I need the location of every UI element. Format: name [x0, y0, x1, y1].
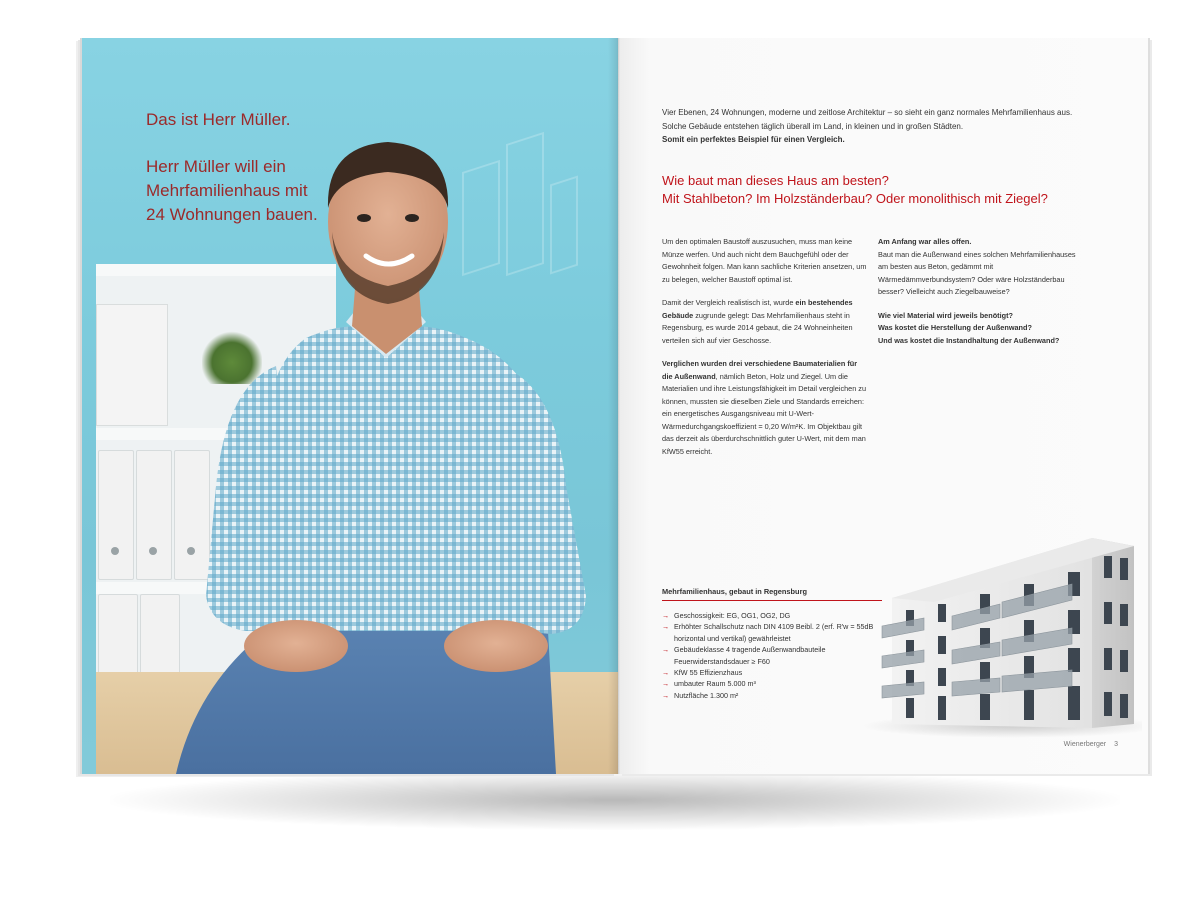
text-column-left	[662, 236, 868, 469]
arrow-icon: →	[662, 622, 670, 632]
paragraph-text: Damit der Vergleich realistisch ist, wurde	[662, 298, 796, 307]
headline	[146, 108, 366, 227]
paragraph: Baut man die Außenwand eines solchen Mehrfamilienhauses am besten aus Beton, gedämmt mit Wärmedämmverbundsystem? Oder wäre Holzständerbau besser? Vielleicht auch Ziegelbauweise?	[878, 249, 1076, 296]
fact-text: Erhöhter Schallschutz nach DIN 4109 Beibl. 2 (erf. R'w = 55dB horizontal und vertikal) gewährleistet	[674, 622, 874, 643]
subheading-line: Mit Stahlbeton? Im Holzständerbau? Oder monolithisch mit Ziegel?	[662, 191, 1048, 206]
fact-text: Gebäudeklasse 4 tragende Außenwandbauteile Feuerwiderstandsdauer ≥ F60	[674, 645, 826, 666]
fact-text: Geschossigkeit: EG, OG1, OG2, DG	[674, 611, 791, 620]
question: Wie viel Material wird jeweils benötigt?	[878, 310, 1013, 320]
page-number: 3	[1114, 741, 1118, 748]
footer-brand: Wienerberger	[1063, 741, 1107, 748]
intro-line: Solche Gebäude entstehen täglich überall im Land, in kleinen und in großen Städten.	[662, 121, 964, 131]
column-heading: Am Anfang war alles offen.	[878, 237, 972, 246]
arrow-icon: →	[662, 611, 670, 620]
fact-text: KfW 55 Effizienzhaus	[674, 668, 743, 678]
arrow-icon: →	[662, 679, 670, 689]
apartment-building-rendering	[842, 498, 1142, 738]
paragraph-emphasis: Verglichen wurden drei verschiedene Baumaterialien für die Außenwand	[662, 359, 858, 381]
headline-line: Mehrfamilienhaus mit	[146, 181, 308, 200]
arrow-icon: →	[662, 645, 670, 655]
arrow-icon: →	[662, 668, 670, 678]
arrow-icon: →	[662, 690, 670, 700]
intro-line: Vier Ebenen, 24 Wohnungen, moderne und zeitlose Architektur – so sieht ein ganz normales Mehrfamilienhaus aus.	[662, 108, 1073, 117]
headline-line: Herr Müller will ein	[146, 157, 286, 176]
binder	[98, 594, 138, 676]
left-page	[82, 38, 618, 774]
headline-line: Das ist Herr Müller.	[146, 110, 291, 129]
right-page	[618, 38, 1148, 774]
question: Und was kostet die Instandhaltung der Außenwand?	[878, 335, 1060, 345]
binder	[98, 450, 134, 580]
page-footer	[1056, 741, 1118, 748]
paragraph: Um den optimalen Baustoff auszusuchen, muss man keine Münze werfen. Und auch nicht dem Bauchgefühl oder der Gewohnheit folgen. Man kann sachliche Kriterien ansetzen, um zu belegen, welcher Baustoff optimal ist.	[662, 237, 867, 284]
fact-text: umbauter Raum 5.000 m³	[674, 679, 756, 689]
paragraph-text: , nämlich Beton, Holz und Ziegel. Um die Materialien und ihre Leistungsfähigkeit im Detail vergleichen zu können, mussten sie dieselben Ziele und Standards erreichen: ein energetisches Ausgangsniveau mit U-Wert-Wärmedurchgangskoeffizient = 0,20 W/m²K. Im Objektbau gilt das derzeit als überdurchschnittlich guter U-Wert, mit dem man KfW55 erreicht.	[662, 371, 867, 456]
intro-text	[662, 106, 1102, 147]
paragraph	[662, 297, 868, 347]
paragraph	[662, 358, 868, 458]
text-column-right	[878, 236, 1084, 347]
headline-line: 24 Wohnungen bauen.	[146, 205, 318, 224]
fact-text: Nutzfläche 1.300 m²	[674, 690, 739, 700]
paragraph-text: zugrunde gelegt: Das Mehrfamilienhaus steht in Regensburg, es wurde 2014 gebaut, die 24 Wohneinheiten verteilen sich auf vier Geschosse.	[662, 310, 853, 345]
facts-title: Mehrfamilienhaus, gebaut in Regensburg	[662, 587, 882, 601]
book-shadow	[110, 770, 1120, 830]
intro-line: Somit ein perfektes Beispiel für einen Vergleich.	[662, 135, 845, 144]
question: Was kostet die Herstellung der Außenwand?	[878, 323, 1032, 332]
paragraph-emphasis: ein bestehendes Gebäude	[662, 298, 853, 320]
subheading-line: Wie baut man dieses Haus am besten?	[662, 173, 889, 188]
section-subheading	[662, 172, 1102, 208]
open-brochure	[82, 38, 1148, 776]
